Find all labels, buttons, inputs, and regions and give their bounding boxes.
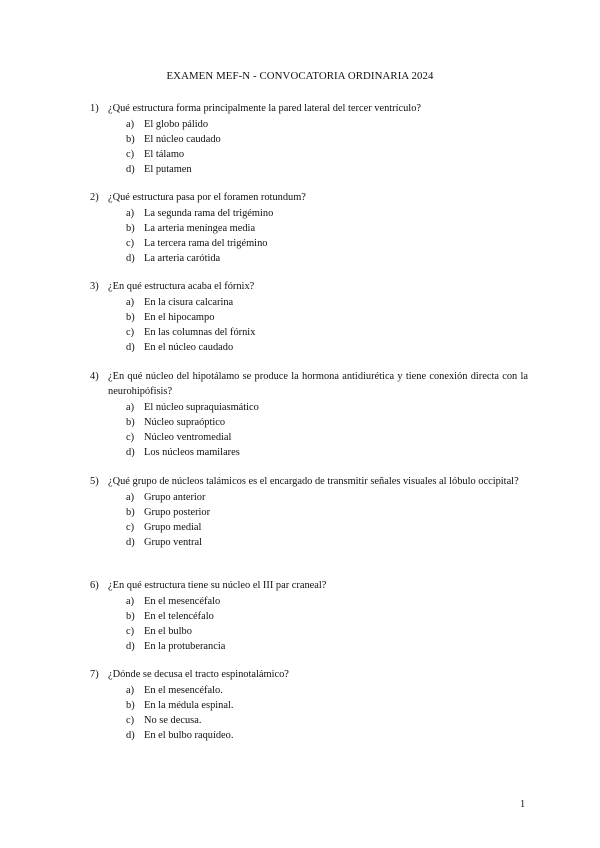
option-item <box>126 310 528 325</box>
question-1 <box>90 101 528 177</box>
option-list <box>126 594 528 654</box>
option-text: Grupo anterior <box>144 491 206 503</box>
option-letter: b) <box>126 610 135 622</box>
option-text: En la protuberancia <box>144 640 226 652</box>
option-item <box>126 490 528 505</box>
option-letter: b) <box>126 699 135 711</box>
option-letter: d) <box>126 640 135 652</box>
option-item <box>126 505 528 520</box>
option-item <box>126 162 528 177</box>
option-letter: c) <box>126 326 135 338</box>
question-number: 2) <box>90 192 99 203</box>
option-list <box>126 295 528 355</box>
option-letter: d) <box>126 447 135 459</box>
option-item <box>126 206 528 221</box>
option-item <box>126 520 528 535</box>
option-letter: b) <box>126 222 135 234</box>
option-text: En el mesencéfalo. <box>144 684 223 696</box>
option-item <box>126 609 528 624</box>
option-item <box>126 117 528 132</box>
option-text: Grupo medial <box>144 521 202 533</box>
option-list <box>126 490 528 550</box>
option-text: La segunda rama del trigémino <box>144 207 274 219</box>
option-item <box>126 147 528 162</box>
option-item <box>126 445 528 460</box>
question-text: ¿Qué estructura forma principalmente la pared lateral del tercer ventrículo? <box>108 103 421 114</box>
option-letter: a) <box>126 595 135 607</box>
question-text: ¿Qué grupo de núcleos talámicos es el encargado de transmitir señales visuales al lóbulo occipital? <box>108 476 519 487</box>
option-item <box>126 683 528 698</box>
option-letter: d) <box>126 729 135 741</box>
option-item <box>126 325 528 340</box>
option-text: En las columnas del fórnix <box>144 326 256 338</box>
option-text: El globo pálido <box>144 118 209 130</box>
option-text: La arteria meníngea media <box>144 222 256 234</box>
option-item <box>126 251 528 266</box>
question-number: 7) <box>90 669 99 680</box>
option-text: El putamen <box>144 163 192 175</box>
question-7 <box>90 667 528 743</box>
option-text: En el mesencéfalo <box>144 595 221 607</box>
option-text: La arteria carótida <box>144 252 221 264</box>
option-letter: a) <box>126 118 135 130</box>
option-letter: a) <box>126 491 135 503</box>
option-letter: a) <box>126 401 135 413</box>
option-text: En el hipocampo <box>144 311 215 323</box>
option-text: El núcleo caudado <box>144 133 221 145</box>
question-number: 3) <box>90 281 99 292</box>
question-5 <box>90 474 528 550</box>
option-letter: c) <box>126 625 135 637</box>
option-text: En el telencéfalo <box>144 610 214 622</box>
option-item <box>126 415 528 430</box>
option-text: Núcleo supraóptico <box>144 417 226 428</box>
question-text: ¿En qué núcleo del hipotálamo se produce la hormona antidiurética y tiene conexión directa con la neurohipófisis? <box>108 371 528 398</box>
option-letter: a) <box>126 296 135 308</box>
option-letter: b) <box>126 417 135 428</box>
option-text: El tálamo <box>144 148 185 160</box>
option-letter: d) <box>126 536 135 548</box>
question-text: ¿Qué estructura pasa por el foramen rotundum? <box>108 192 306 203</box>
option-list <box>126 117 528 177</box>
question-2 <box>90 190 528 266</box>
option-letter: c) <box>126 237 135 249</box>
option-letter: c) <box>126 521 135 533</box>
question-number: 4) <box>90 371 99 382</box>
option-text: No se decusa. <box>144 714 202 726</box>
option-letter: b) <box>126 133 135 145</box>
option-text: En el bulbo raquídeo. <box>144 729 234 741</box>
option-item <box>126 132 528 147</box>
option-text: En el bulbo <box>144 625 192 637</box>
option-list <box>126 400 528 460</box>
option-letter: d) <box>126 252 135 264</box>
option-letter: b) <box>126 311 135 323</box>
option-item <box>126 624 528 639</box>
option-item <box>126 639 528 654</box>
option-item <box>126 430 528 445</box>
question-number: 5) <box>90 476 99 487</box>
option-letter: a) <box>126 207 135 219</box>
option-item <box>126 295 528 310</box>
option-text: En el núcleo caudado <box>144 341 234 353</box>
option-item <box>126 698 528 713</box>
question-text: ¿En qué estructura acaba el fórnix? <box>108 281 255 292</box>
option-text: Núcleo ventromedial <box>144 432 232 444</box>
option-text: En la médula espinal. <box>144 699 234 711</box>
option-item <box>126 400 528 415</box>
option-letter: d) <box>126 341 135 353</box>
option-text: La tercera rama del trigémino <box>144 237 268 249</box>
option-item <box>126 535 528 550</box>
option-letter: c) <box>126 714 135 726</box>
option-letter: d) <box>126 163 135 175</box>
option-item <box>126 236 528 251</box>
option-item <box>126 594 528 609</box>
option-text: En la cisura calcarina <box>144 296 234 308</box>
option-item <box>126 728 528 743</box>
question-number: 6) <box>90 580 99 591</box>
question-text: ¿Dónde se decusa el tracto espinotalámico? <box>108 669 289 680</box>
option-item <box>126 713 528 728</box>
option-text: El núcleo supraquiasmático <box>144 401 259 413</box>
question-6 <box>90 578 528 654</box>
exam-title: EXAMEN MEF-N - CONVOCATORIA ORDINARIA 2024 <box>166 70 434 82</box>
option-text: Los núcleos mamilares <box>144 447 240 459</box>
question-3 <box>90 279 528 355</box>
option-letter: a) <box>126 684 135 696</box>
option-text: Grupo posterior <box>144 506 211 518</box>
question-text: ¿En qué estructura tiene su núcleo el III par craneal? <box>108 580 327 591</box>
page-number: 1 <box>520 799 526 810</box>
option-text: Grupo ventral <box>144 536 202 548</box>
option-letter: c) <box>126 432 135 444</box>
option-item <box>126 340 528 355</box>
question-number: 1) <box>90 103 99 114</box>
option-list <box>126 206 528 266</box>
option-letter: c) <box>126 148 135 160</box>
option-item <box>126 221 528 236</box>
option-list <box>126 683 528 743</box>
question-4 <box>90 369 528 460</box>
option-letter: b) <box>126 506 135 518</box>
